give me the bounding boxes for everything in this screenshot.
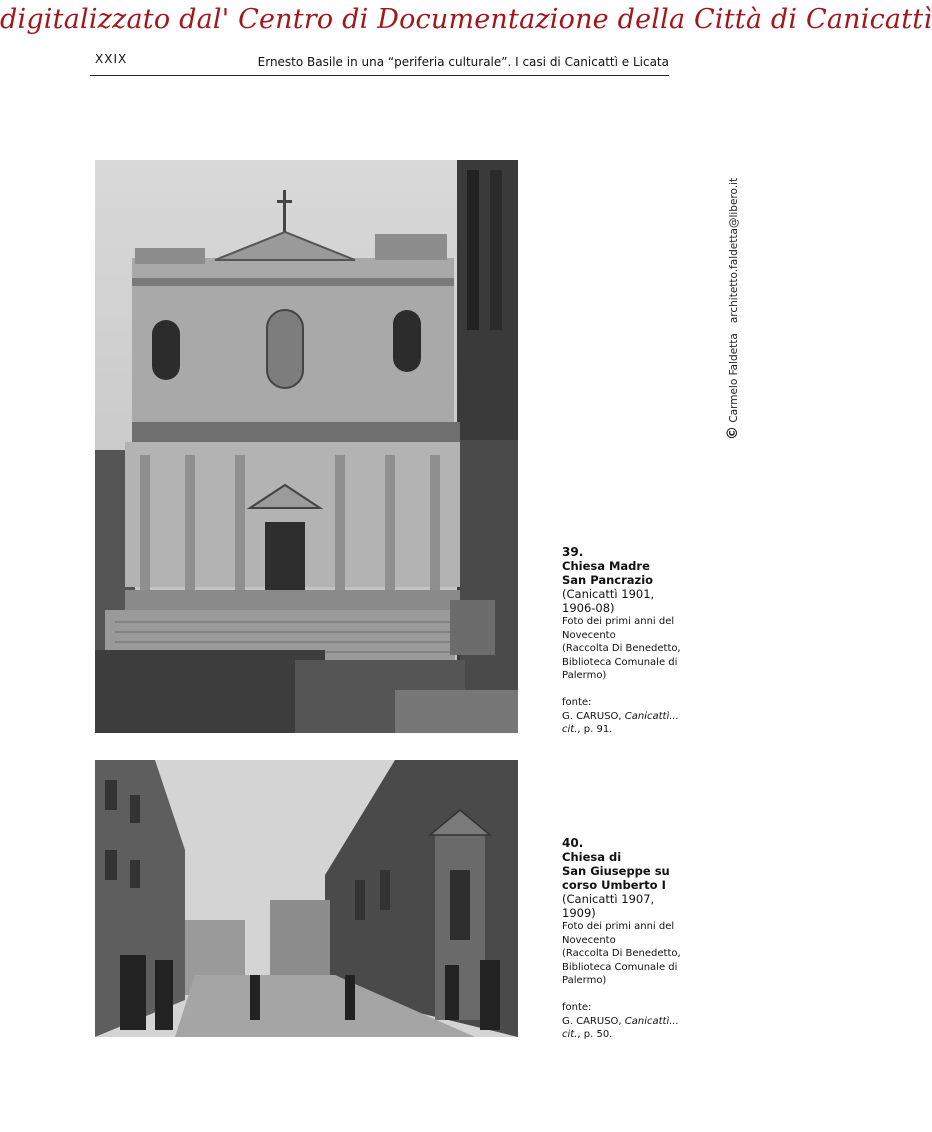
digitization-banner: digitalizzato dal' Centro di Documentazione della Città di Canicattì bbox=[0, 4, 932, 35]
figure-note-line: Foto dei primi anni del bbox=[562, 616, 675, 627]
church-facade-photo bbox=[95, 160, 518, 733]
author-email: architetto.faldetta@libero.it bbox=[728, 177, 740, 324]
source-label: fonte: bbox=[562, 1001, 592, 1013]
figure-title-line: San Pancrazio bbox=[562, 573, 654, 587]
figure-dates: (Canicattì 1901, bbox=[562, 587, 655, 601]
figure-note-line: Biblioteca Comunale di bbox=[562, 656, 678, 668]
figure-title-line: corso Umberto I bbox=[562, 878, 666, 892]
caption-figure-40 bbox=[562, 836, 692, 1042]
street-view-photo bbox=[95, 760, 518, 1037]
author-name: Carmelo Faldetta bbox=[728, 333, 740, 423]
copyright-icon: © bbox=[725, 426, 741, 440]
figure-dates: 1906-08) bbox=[562, 601, 615, 615]
figure-number: 39. bbox=[562, 545, 584, 559]
source-label: fonte: bbox=[562, 696, 592, 708]
figure-number: 40. bbox=[562, 836, 584, 850]
source-citation: G. CARUSO, Canicattì... bbox=[562, 1015, 679, 1027]
source-citation: G. CARUSO, Canicattì... bbox=[562, 710, 679, 722]
figure-dates: 1909) bbox=[562, 906, 596, 920]
page-number: XXIX bbox=[95, 52, 128, 66]
figure-note-line: Biblioteca Comunale di bbox=[562, 961, 678, 973]
figure-note-line: Palermo) bbox=[562, 975, 607, 987]
caption-figure-39 bbox=[562, 545, 692, 737]
figure-dates: (Canicattì 1907, bbox=[562, 892, 655, 906]
source-citation-page: cit., p. 91. bbox=[562, 724, 613, 736]
figure-note-line: Novecento bbox=[562, 934, 616, 946]
figure-note-line: Foto dei primi anni del bbox=[562, 921, 675, 932]
header-rule bbox=[90, 75, 669, 76]
figure-title-line: Chiesa Madre bbox=[562, 559, 650, 573]
figure-note-line: Novecento bbox=[562, 629, 616, 641]
source-citation-page: cit., p. 50. bbox=[562, 1029, 613, 1041]
author-credit-vertical bbox=[725, 178, 741, 440]
running-title: Ernesto Basile in una “periferia culturale”. I casi di Canicattì e Licata bbox=[257, 55, 669, 69]
figure-title-line: Chiesa di bbox=[562, 850, 622, 864]
figure-title-line: San Giuseppe su bbox=[562, 864, 670, 878]
figure-note-line: Palermo) bbox=[562, 670, 607, 682]
figure-note-line: (Raccolta Di Benedetto, bbox=[562, 643, 681, 655]
figure-note-line: (Raccolta Di Benedetto, bbox=[562, 948, 681, 960]
